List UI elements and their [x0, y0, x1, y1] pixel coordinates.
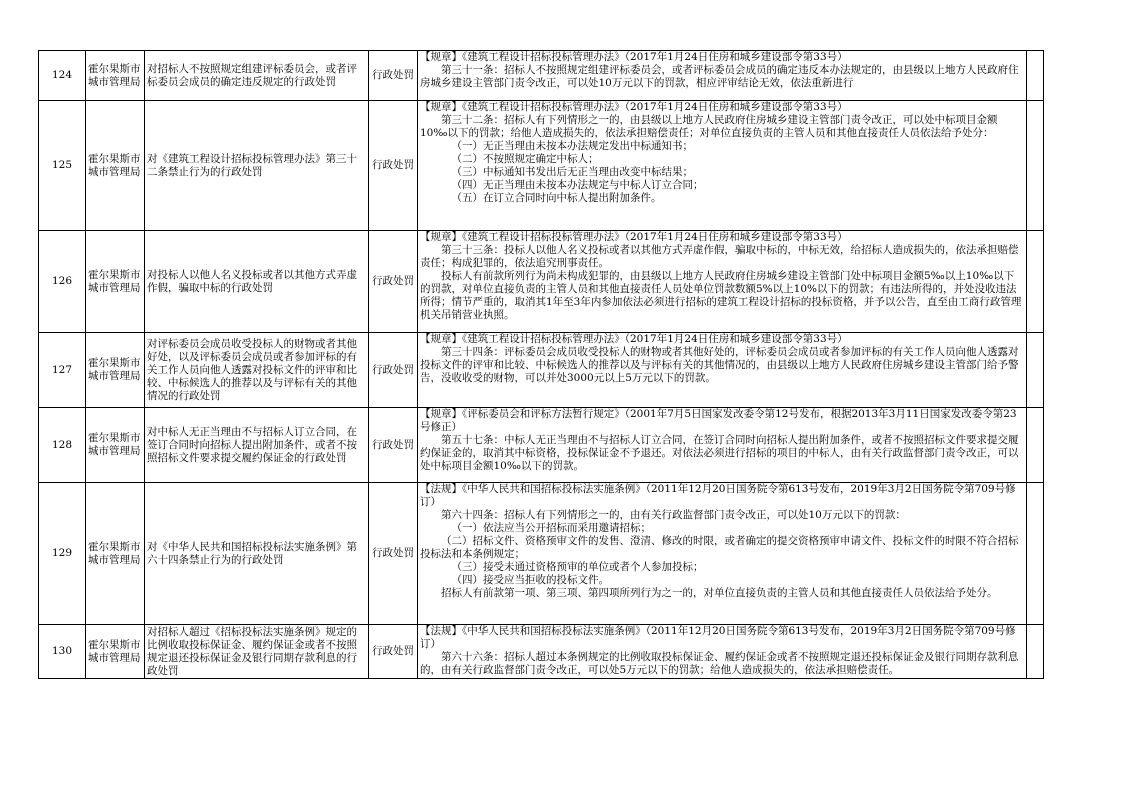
- matter-name: 对评标委员会成员收受投标人的财物或者其他好处，以及评标委员会成员或者参加评标的有关工作人员向他人透露对投标文件的评审和比较、中标候选人的推荐以及与评标有关的其他情况的行政处罚: [145, 333, 369, 408]
- legal-paragraph: 第五十七条：中标人无正当理由不与招标人订立合同，在签订合同时向招标人提出附加条件，或者不按照招标文件要求提交履约保证金的，取消其中标资格，投标保证金不予退还。对依法必须进行招标的项目的中标人，由有关行政监督部门责令改正，可以处中标项目金额10‰以下的罚款。: [420, 434, 1019, 472]
- table-row: [39, 101, 1044, 231]
- legal-basis-text: [420, 483, 1024, 600]
- empty-cell: [1027, 101, 1044, 231]
- matter-name: 对中标人无正当理由不与招标人订立合同，在签订合同时向招标人提出附加条件，或者不按照招标文件要求提交履约保证金的行政处罚: [145, 408, 369, 483]
- penalty-table: [38, 50, 1044, 679]
- legal-paragraph: 【规章】《建筑工程设计招标投标管理办法》（2017年1月24日住房和城乡建设部令第33号）: [420, 51, 848, 63]
- legal-basis: [418, 625, 1027, 679]
- legal-paragraph: （一）无正当理由未按本办法规定发出中标通知书；: [451, 140, 693, 152]
- matter-name: 对招标人超过《招标投标法实施条例》规定的比例收取投标保证金、履约保证金或者不按照规定退还投标保证金及银行同期存款利息的行政处罚: [145, 625, 369, 679]
- legal-paragraph: 【法规】《中华人民共和国招标投标法实施条例》（2011年12月20日国务院令第613号发布，2019年3月2日国务院令第709号修订）: [420, 483, 1016, 508]
- legal-paragraph: （一）依法应当公开招标而采用邀请招标；: [451, 522, 651, 534]
- legal-basis-text: [420, 51, 1024, 90]
- matter-type: 行政处罚: [369, 231, 418, 333]
- authority-name: 霍尔果斯市城市管理局: [86, 101, 145, 231]
- row-number: 124: [39, 51, 86, 101]
- table-body: [39, 51, 1044, 679]
- authority-name: 霍尔果斯市城市管理局: [86, 333, 145, 408]
- legal-basis-text: [420, 408, 1024, 473]
- authority-name: 霍尔果斯市城市管理局: [86, 625, 145, 679]
- legal-paragraph: 第三十二条：招标人有下列情形之一的，由县级以上地方人民政府住房城乡建设主管部门责令改正，可以处中标项目金额10‰以下的罚款；给他人造成损失的，依法承担赔偿责任；对单位直接负责的主管人员和其他直接责任人员依法给予处分：: [420, 114, 998, 139]
- legal-paragraph: （五）在订立合同时向中标人提出附加条件。: [451, 192, 662, 204]
- row-number: 129: [39, 483, 86, 625]
- legal-paragraph: （三）中标通知书发出后无正当理由改变中标结果；: [451, 166, 693, 178]
- row-number: 130: [39, 625, 86, 679]
- legal-paragraph: 投标人有前款所列行为尚未构成犯罪的，由县级以上地方人民政府住房城乡建设主管部门处中标项目金额5‰以上10‰以下的罚款，对单位直接负责的主管人员和其他直接责任人员处单位罚款数额5%以上10%以下的罚款；有违法所得的，并处没收违法所得；情节严重的，取消其1年至3年内参加依法必须进行招标的建筑工程设计招标的投标资格，并予以公告，直至由工商行政管理机关吊销营业执照。: [420, 270, 1022, 321]
- legal-paragraph: （二）招标文件、资格预审文件的发售、澄清、修改的时限，或者确定的提交资格预审申请文件、投标文件的时限不符合招标投标法和本条例规定；: [420, 535, 1019, 560]
- row-number: 127: [39, 333, 86, 408]
- table-row: [39, 408, 1044, 483]
- row-number: 128: [39, 408, 86, 483]
- legal-basis-text: [420, 101, 1024, 205]
- legal-paragraph: （四）接受应当拒收的投标文件。: [451, 574, 609, 586]
- matter-name: 对《中华人民共和国招标投标法实施条例》第六十四条禁止行为的行政处罚: [145, 483, 369, 625]
- legal-paragraph: 第六十四条：招标人有下列情形之一的，由有关行政监督部门责令改正，可以处10万元以下的罚款：: [441, 509, 906, 521]
- table-row: [39, 231, 1044, 333]
- table-row: [39, 625, 1044, 679]
- legal-paragraph: 第六十六条：招标人超过本条例规定的比例收取投标保证金、履约保证金或者不按照规定退还投标保证金及银行同期存款利息的，由有关行政监督部门责令改正，可以处5万元以下的罚款；给他人造成损失的，依法承担赔偿责任。: [420, 651, 1019, 676]
- empty-cell: [1027, 51, 1044, 101]
- empty-cell: [1027, 625, 1044, 679]
- empty-cell: [1027, 231, 1044, 333]
- legal-paragraph: 招标人有前款第一项、第三项、第四项所列行为之一的，对单位直接负责的主管人员和其他直接责任人员依法给予处分。: [441, 587, 998, 599]
- legal-paragraph: （二）不按照规定确定中标人；: [451, 153, 599, 165]
- matter-type: 行政处罚: [369, 101, 418, 231]
- legal-basis-text: [420, 231, 1024, 322]
- matter-type: 行政处罚: [369, 483, 418, 625]
- matter-type: 行政处罚: [369, 625, 418, 679]
- table-row: [39, 51, 1044, 101]
- legal-paragraph: 第三十三条：投标人以他人名义投标或者以其他方式弄虚作假，骗取中标的，中标无效，给招标人造成损失的，依法承担赔偿责任；构成犯罪的，依法追究刑事责任。: [420, 244, 1019, 269]
- legal-paragraph: 【规章】《评标委员会和评标方法暂行规定》（2001年7月5日国家发改委令第12号发布，根据2013年3月11日国家发改委令第23号修正）: [420, 408, 1017, 433]
- legal-paragraph: 【规章】《建筑工程设计招标投标管理办法》（2017年1月24日住房和城乡建设部令第33号）: [420, 333, 848, 345]
- empty-cell: [1027, 333, 1044, 408]
- legal-basis: [418, 483, 1027, 625]
- matter-name: 对招标人不按照规定组建评标委员会，或者评标委员会成员的确定违反规定的行政处罚: [145, 51, 369, 101]
- legal-paragraph: 第三十一条：招标人不按照规定组建评标委员会，或者评标委员会成员的确定违反本办法规定的，由县级以上地方人民政府住房城乡建设主管部门责令改正，可以处10万元以下的罚款，相应评审结论无效，依法重新进行: [420, 64, 1019, 89]
- legal-basis: [418, 101, 1027, 231]
- table-row: [39, 483, 1044, 625]
- matter-type: 行政处罚: [369, 408, 418, 483]
- matter-name: 对投标人以他人名义投标或者以其他方式弄虚作假，骗取中标的行政处罚: [145, 231, 369, 333]
- legal-basis-text: [420, 625, 1024, 677]
- legal-basis: [418, 333, 1027, 408]
- matter-name: 对《建筑工程设计招标投标管理办法》第三十二条禁止行为的行政处罚: [145, 101, 369, 231]
- authority-name: 霍尔果斯市城市管理局: [86, 408, 145, 483]
- legal-basis: [418, 231, 1027, 333]
- table-row: [39, 333, 1044, 408]
- row-number: 126: [39, 231, 86, 333]
- legal-paragraph: 【法规】《中华人民共和国招标投标法实施条例》（2011年12月20日国务院令第613号发布，2019年3月2日国务院令第709号修订）: [420, 625, 1016, 650]
- authority-name: 霍尔果斯市城市管理局: [86, 483, 145, 625]
- legal-paragraph: （四）无正当理由未按本办法规定与中标人订立合同；: [451, 179, 704, 191]
- legal-basis: [418, 51, 1027, 101]
- legal-paragraph: （三）接受未通过资格预审的单位或者个人参加投标；: [451, 561, 704, 573]
- matter-type: 行政处罚: [369, 51, 418, 101]
- legal-paragraph: 【规章】《建筑工程设计招标投标管理办法》（2017年1月24日住房和城乡建设部令第33号）: [420, 101, 848, 113]
- authority-name: 霍尔果斯市城市管理局: [86, 51, 145, 101]
- matter-type: 行政处罚: [369, 333, 418, 408]
- empty-cell: [1027, 483, 1044, 625]
- legal-paragraph: 【规章】《建筑工程设计招标投标管理办法》（2017年1月24日住房和城乡建设部令第33号）: [420, 231, 848, 243]
- legal-basis: [418, 408, 1027, 483]
- row-number: 125: [39, 101, 86, 231]
- authority-name: 霍尔果斯市城市管理局: [86, 231, 145, 333]
- legal-basis-text: [420, 333, 1024, 385]
- empty-cell: [1027, 408, 1044, 483]
- legal-paragraph: 第三十四条：评标委员会成员收受投标人的财物或者其他好处的，评标委员会成员或者参加评标的有关工作人员向他人透露对投标文件的评审和比较、中标候选人的推荐以及与评标有关的其他情况的，由县级以上地方人民政府住房城乡建设主管部门给予警告，没收收受的财物，可以并处3000元以上5万元以下的罚款。: [420, 346, 1019, 384]
